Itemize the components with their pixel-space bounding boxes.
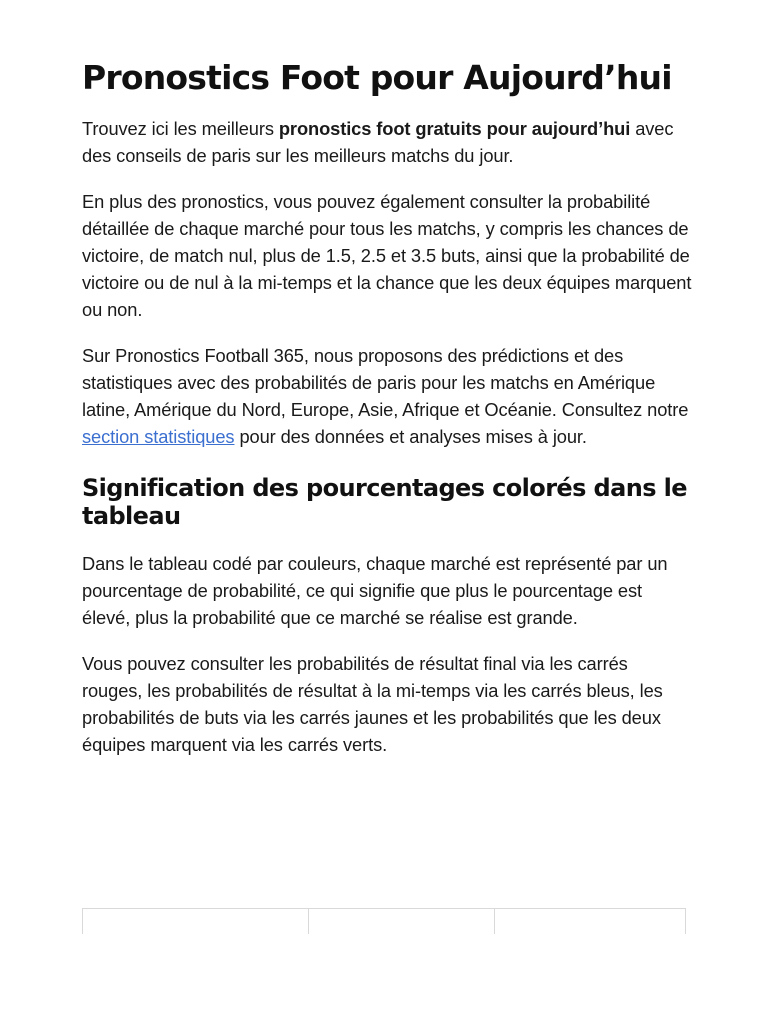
statistics-section-link[interactable]: section statistiques	[82, 426, 235, 447]
predictions-table-top	[82, 908, 686, 934]
markets-paragraph: En plus des pronostics, vous pouvez également consulter la probabilité détaillée de chaque marché pour tous les matchs, y compris les chances de victoire, de match nul, plus de 1.5, 2.5 et 3.5 buts, ainsi que la probabilité de victoire ou de nul à la mi-temps et la chance que les deux équipes marquent ou non.	[82, 191, 692, 320]
intro-paragraph	[82, 115, 692, 169]
table-header-cell	[83, 909, 308, 934]
intro-text-end: avec des conseils de paris sur les meilleurs matchs du jour.	[82, 118, 674, 166]
table-header-cell	[308, 909, 494, 934]
intro-text-start: Trouvez ici les meilleurs	[82, 118, 279, 139]
section-heading: Signification des pourcentages colorés dans le tableau	[82, 474, 687, 530]
color-table-paragraph: Dans le tableau codé par couleurs, chaque marché est représenté par un pourcentage de probabilité, ce qui signifie que plus le pourcentage est élevé, plus la probabilité que ce marché se réalise est grande.	[82, 553, 668, 628]
color-legend-paragraph: Vous pouvez consulter les probabilités de résultat final via les carrés rouges, les probabilités de résultat à la mi-temps via les carrés bleus, les probabilités de buts via les carrés jaunes et les probabilités que les deux équipes marquent via les carrés verts.	[82, 653, 663, 755]
coverage-text-start: Sur Pronostics Football 365, nous proposons des prédictions et des statistiques avec des probabilités de paris pour les matchs en Amérique latine, Amérique du Nord, Europe, Asie, Afrique et Océanie. Consultez notre	[82, 345, 689, 420]
coverage-text-end: pour des données et analyses mises à jour.	[234, 426, 587, 447]
coverage-paragraph	[82, 342, 692, 450]
intro-bold-text: pronostics foot gratuits pour aujourd’hui	[278, 118, 631, 139]
article-content	[82, 56, 692, 758]
table-header-cell	[494, 909, 685, 934]
page-title: Pronostics Foot pour Aujourd’hui	[82, 58, 672, 97]
